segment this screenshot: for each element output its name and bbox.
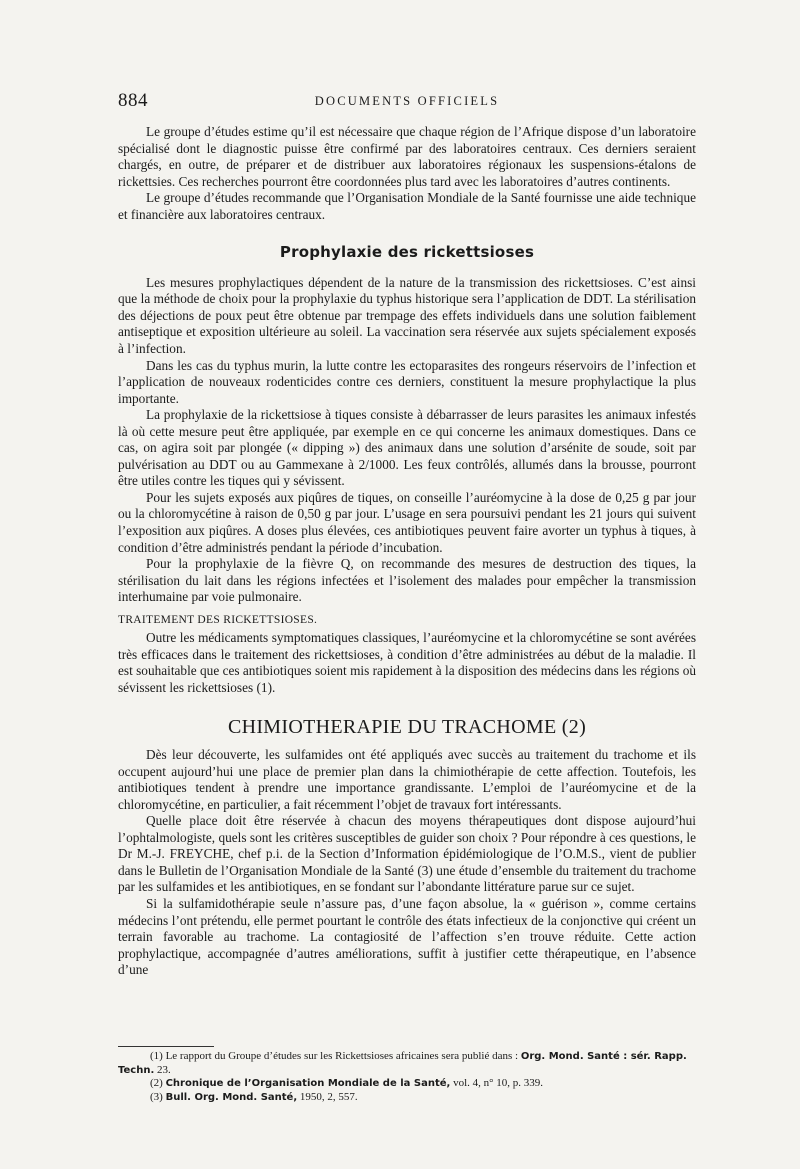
running-head: DOCUMENTS OFFICIELS [314,94,500,108]
footnote-1 [118,1050,696,1077]
section-title-prophylaxie: Prophylaxie des rickettsioses [279,243,535,262]
paragraph: Quelle place doit être réservée à chacun des moyens thérapeutiques dont dispose aujourd’hui l’ophtalmologiste, quels sont les critères susceptibles de guider son choix ? Pour répondre à ces questions, le Dr M.-J. FREYCHE, chef p.i. de la Section d’Information épidémiologique de l’O.M.S., vient de publier dans le Bulletin de l’Organisation Mondiale de la Santé (3) une étude d’ensemble du traitement du trachome par les sulfamides et les antibiotiques, en se fondant sur l’abondante littérature parue sur ce sujet. [118,813,696,895]
footnotes [118,1046,696,1104]
paragraph: Le groupe d’études recommande que l’Organisation Mondiale de la Santé fournisse une aide technique et financière aux laboratoires centraux. [118,190,696,222]
footnote-3-details: 1950, 2, 557. [299,1090,358,1103]
paragraph: Pour la prophylaxie de la fièvre Q, on recommande des mesures de destruction des tiques, la stérilisation du lait dans les régions infectées et l’isolement des malades pour empêcher la transmission interhumaine par voie pulmonaire. [118,556,696,605]
footnote-2-reference: Chronique de l’Organisation Mondiale de la Santé, [165,1078,451,1090]
footnote-3-reference: Bull. Org. Mond. Santé, [165,1091,298,1103]
page-number: 884 [118,90,148,111]
footnote-3 [118,1091,696,1105]
footnote-2-number: (2) [150,1077,163,1090]
footnote-1-reference: Org. Mond. Santé : sér. Rapp. Techn. [118,1051,687,1076]
paragraph: Dans les cas du typhus murin, la lutte contre les ectoparasites des rongeurs réservoirs de l’infection et l’application de nouveaux rodenticides contre ces derniers, constituent la mesure prophylactique la plus importante. [118,357,696,406]
footnote-1-number: 23. [157,1063,171,1076]
paragraph: Le groupe d’études estime qu’il est nécessaire que chaque région de l’Afrique dispose d’un laboratoire spécialisé dont le diagnostic puisse être confirmé par des laboratoires centraux. Ces derniers seraient chargés, en outre, de préparer et de distribuer aux laboratoires régionaux les suspensions-étalons de rickettsies. Ces recherches pourront être coordonnées plus tard avec les laboratoires d’autres continents. [118,124,696,189]
footnote-rule [118,1046,214,1047]
footnote-2-details: vol. 4, n° 10, p. 339. [453,1077,544,1090]
paragraph: Les mesures prophylactiques dépendent de la nature de la transmission des rickettsioses. C’est ainsi que la méthode de choix pour la prophylaxie du typhus historique sera l’application de DDT. La stérilisation des déjections de poux peut être obtenue par trempage des effets individuels dans une solution faiblement antiseptique et exposition ultérieure au soleil. La vaccination sera réservée aux sujets spécialement exposés à l’infection. [118,274,696,357]
paragraph: Outre les médicaments symptomatiques classiques, l’auréomycine et la chloromycétine se sont avérées très efficaces dans le traitement des rickettsioses, à condition d’être administrées au début de la maladie. Il est souhaitable que ces antibiotiques soient mis rapidement à la disposition des médecins dans les régions où sévissent les rickettsioses (1). [118,630,696,695]
footnote-2 [118,1077,696,1091]
paragraph: La prophylaxie de la rickettsiose à tiques consiste à débarrasser de leurs parasites les animaux infestés là où cette mesure peut être appliquée, par exemple en ce qui concerne les animaux domestiques. Dans ce cas, on agira soit par plongée (« dipping ») des animaux dans une solution d’arsénite de soude, soit par pulvérisation au DDT ou au Gammexane à 2/1000. Les feux contrôlés, allumés dans la brousse, pourront être utiles contre les tiques qui y sévissent. [118,407,696,489]
subsection-heading-traitement: TRAITEMENT DES RICKETTSIOSES. [118,613,318,626]
paragraph: Dès leur découverte, les sulfamides ont été appliqués avec succès au traitement du trachome et ils occupent aujourd’hui une place de premier plan dans la chimiothérapie de cette affection. Toutefois, les antibiotiques tendent à prendre une importance grandissante. L’emploi de l’auréomycine et de la chloromycétine, en particulier, a fait récemment l’objet de travaux fort intéressants. [118,747,696,812]
footnote-1-text: (1) Le rapport du Groupe d’études sur les Rickettsioses africaines sera publié dans : [150,1050,519,1062]
page-body [118,124,696,979]
page-header [118,90,696,112]
paragraph: Si la sulfamidothérapie seule n’assure pas, d’une façon absolue, la « guérison », comme certains médecins l’ont prétendu, elle permet pourtant le contrôle des états infectieux de la conjonctive qui créent un terrain favorable au trachome. La contagiosité de l’affection s’en trouve réduite. Cette action prophylactique, accompagnée d’autres améliorations, suffit à justifier cette thérapeutique, en l’absence d’une [118,895,696,978]
paragraph: Pour les sujets exposés aux piqûres de tiques, on conseille l’auréomycine à la dose de 0,25 g par jour ou la chloromycétine à raison de 0,50 g par jour. L’usage en sera poursuivi pendant les 21 jours qui suivent l’exposition aux piqûres. A doses plus élevées, ces antibiotiques peuvent faire avorter un typhus à tiques, à condition d’être administrés pendant la période d’incubation. [118,489,696,555]
article-title-chimiotherapie: CHIMIOTHERAPIE DU TRACHOME (2) [227,715,587,738]
footnote-3-number: (3) [150,1090,163,1103]
